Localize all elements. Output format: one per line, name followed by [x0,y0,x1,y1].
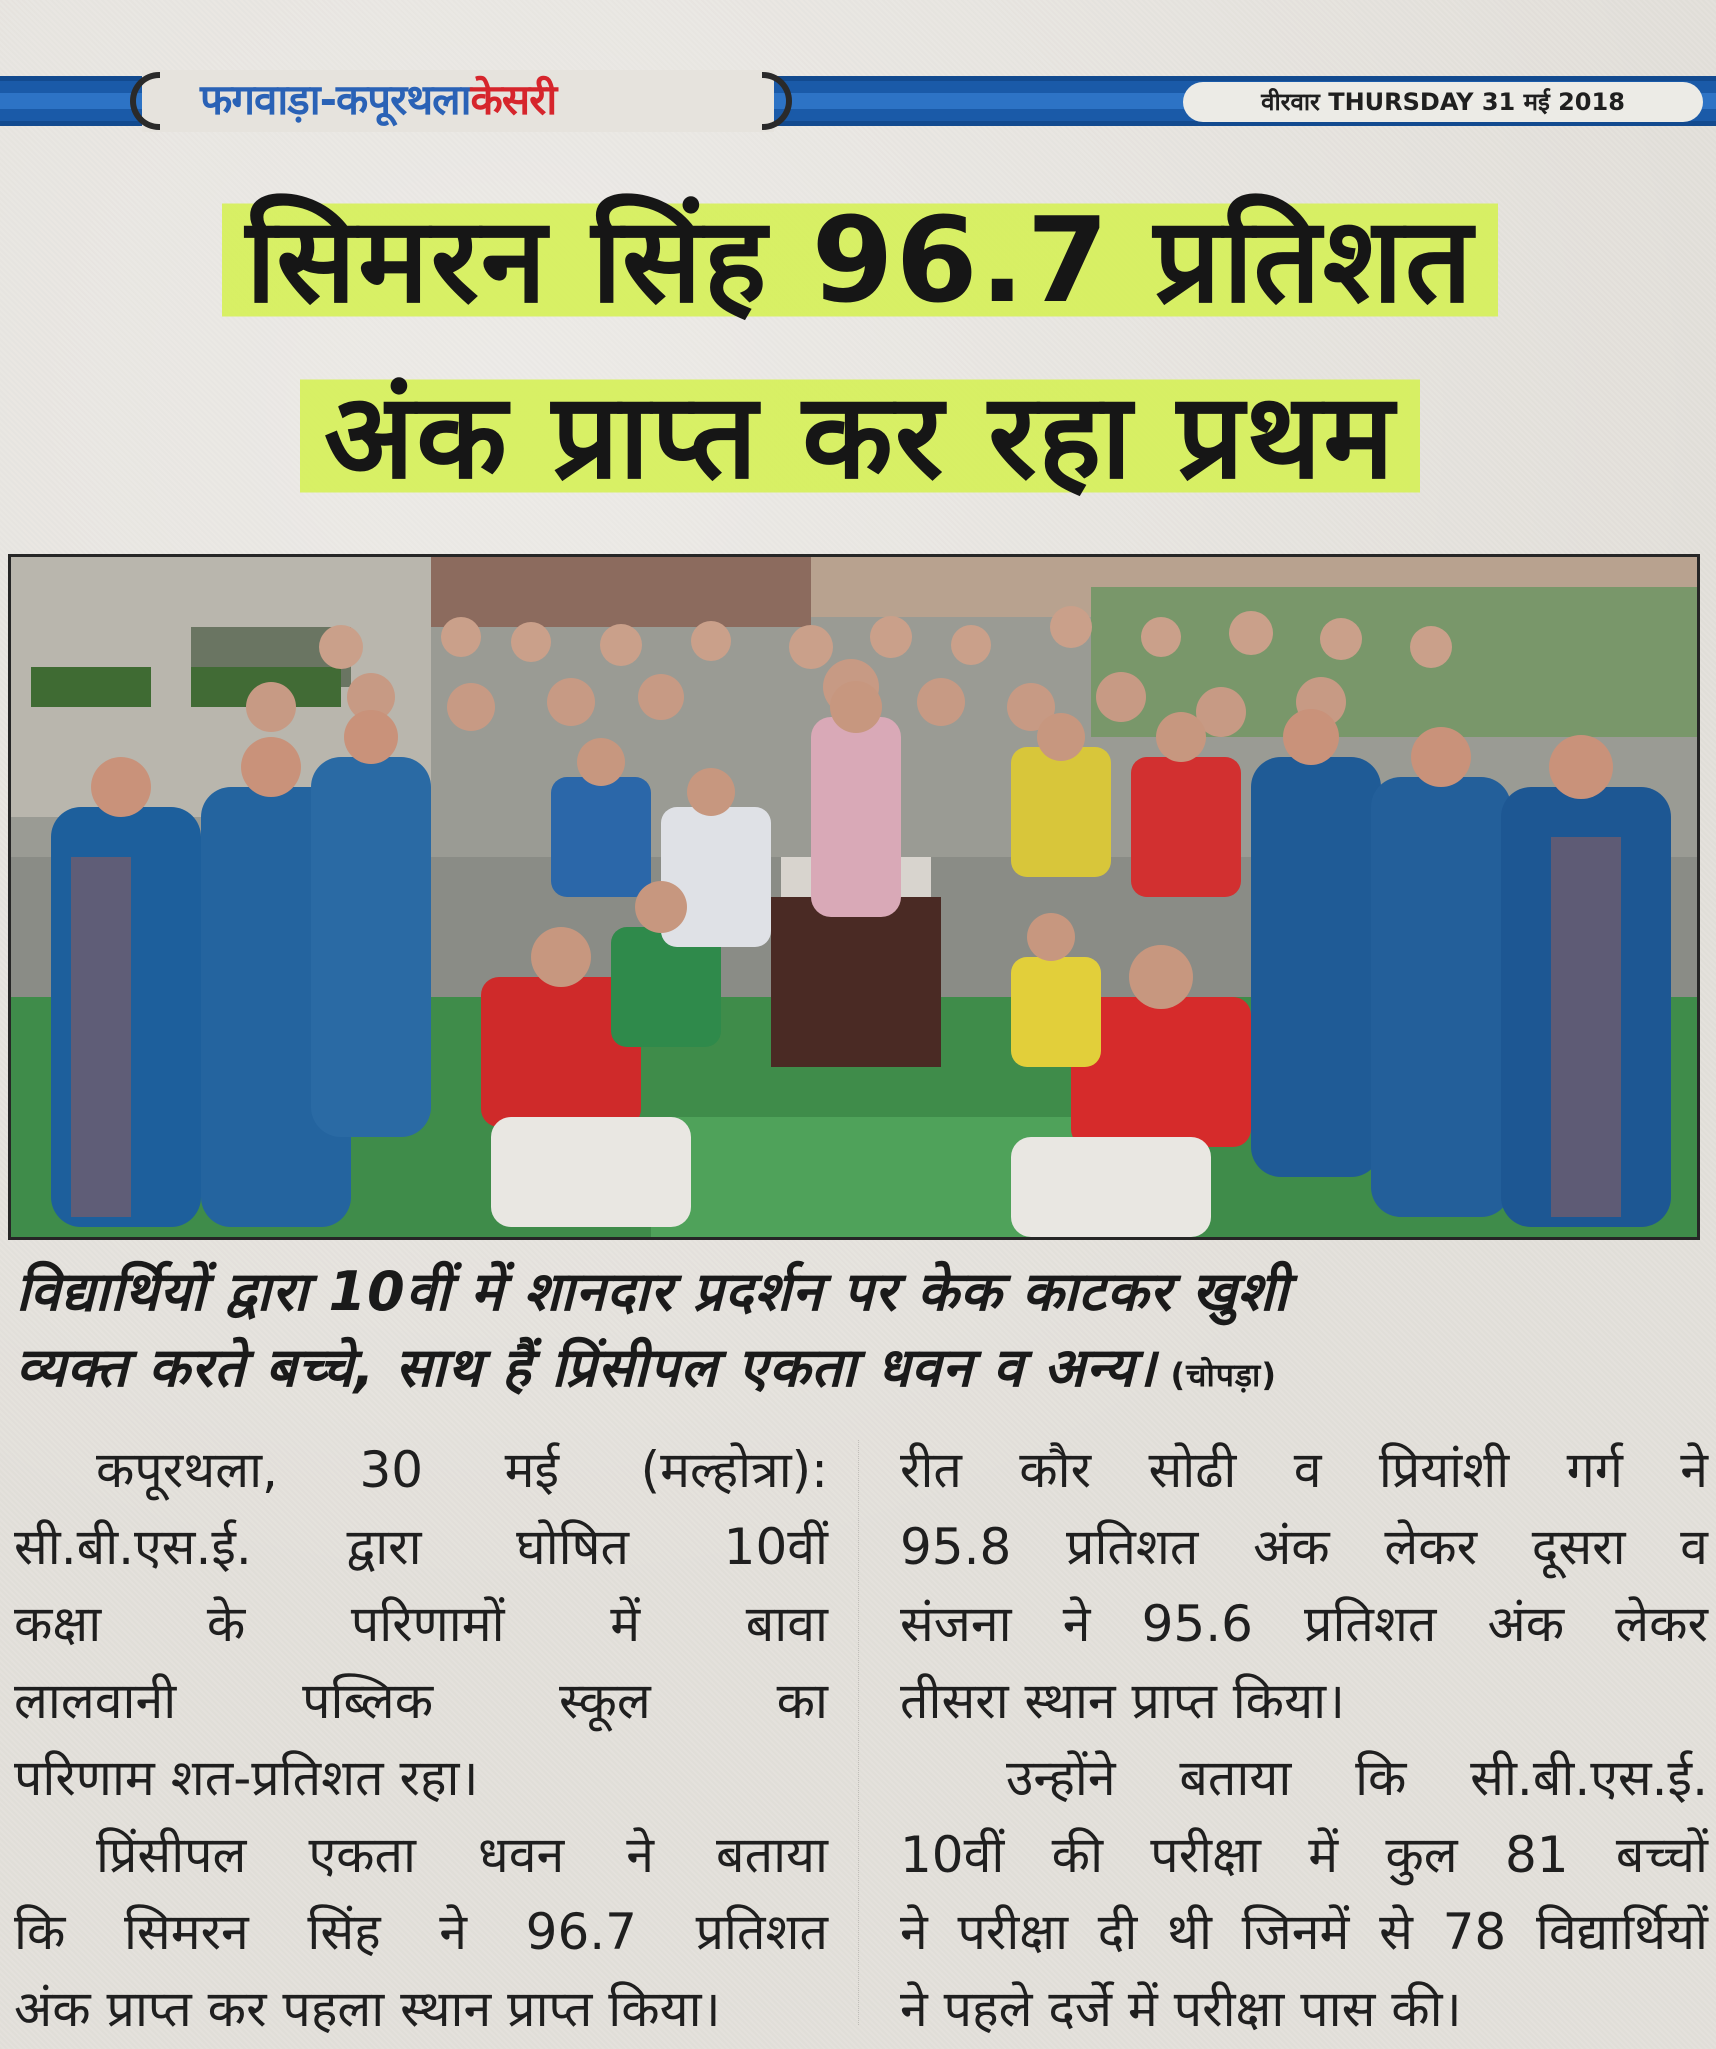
newspaper-name-brand: केसरी [470,75,557,124]
article-line: लालवानी पब्लिक स्कूल का [14,1672,828,1730]
newspaper-name [200,72,740,128]
column-divider [858,1440,859,2025]
article-line: संजना ने 95.6 प्रतिशत अंक लेकर [900,1595,1708,1653]
article-line: परिणाम शत-प्रतिशत रहा। [14,1749,479,1807]
article-column-left [14,1432,828,2048]
article-line: प्रिंसीपल एकता धवन ने बताया [96,1826,828,1884]
article-line: कक्षा के परिणामों में बावा [14,1595,828,1653]
article-line: सी.बी.एस.ई. द्वारा घोषित 10वीं [14,1518,828,1576]
photo-caption [16,1254,1706,1413]
caption-line-2-text: व्यक्त करते बच्चे, साथ हैं प्रिंसीपल एकता धवन व अन्य। [16,1336,1157,1399]
masthead [0,76,1716,132]
article-line: 10वीं की परीक्षा में कुल 81 बच्चों [900,1826,1708,1884]
issue-date: वीरवार THURSDAY 31 मई 2018 [1183,82,1703,122]
article-line: ने परीक्षा दी थी जिनमें से 78 विद्यार्थियों [900,1903,1708,1961]
article-line: तीसरा स्थान प्राप्त किया। [900,1672,1345,1730]
article-line: कि सिमरन सिंह ने 96.7 प्रतिशत [14,1903,828,1961]
article-line: अंक प्राप्त कर पहला स्थान प्राप्त किया। [14,1980,721,2038]
article-line: उन्होंने बताया कि सी.बी.एस.ई. [1006,1749,1708,1807]
caption-line-1: विद्यार्थियों द्वारा 10वीं में शानदार प्रदर्शन पर केक काटकर खुशी [16,1260,1289,1323]
article-line: ने पहले दर्जे में परीक्षा पास की। [900,1980,1462,2038]
article-line: रीत कौर सोढी व प्रियांशी गर्ग ने [900,1441,1708,1499]
headline [40,172,1680,524]
article-line: कपूरथला, 30 मई (मल्होत्रा): [96,1441,828,1499]
caption-line-2 [16,1330,1706,1413]
group-photo [8,554,1700,1240]
article-line: 95.8 प्रतिशत अंक लेकर दूसरा व [900,1518,1708,1576]
group-photo-illustration [11,557,1697,1237]
photo-credit: (चोपड़ा) [1170,1356,1277,1394]
headline-line-1: सिमरन सिंह 96.7 प्रतिशत [222,172,1498,348]
newspaper-name-city: फगवाड़ा-कपूरथला [200,75,471,124]
article-column-right [900,1432,1708,2048]
headline-line-2: अंक प्राप्त कर रहा प्रथम [300,348,1420,524]
